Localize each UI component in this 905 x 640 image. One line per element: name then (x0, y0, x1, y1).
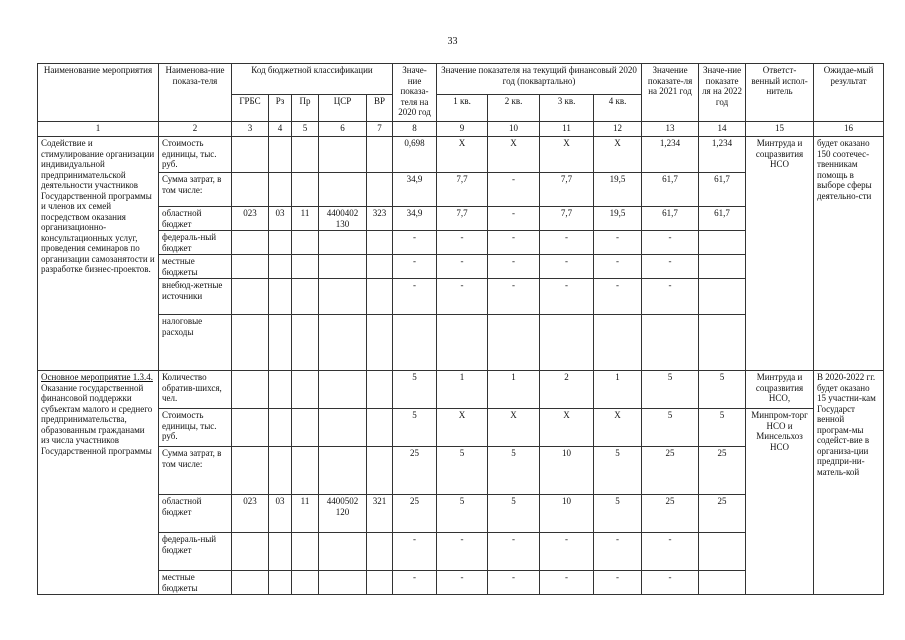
q2-cell: - (488, 173, 540, 207)
value-2021-cell: - (642, 571, 699, 595)
pr-cell (292, 255, 319, 279)
q4-cell: Х (594, 409, 642, 447)
grbs-cell (232, 173, 269, 207)
value-2020-cell: 0,698 (393, 137, 437, 173)
q2-cell: 5 (488, 447, 540, 495)
header-value-2021: Значение показате-ля на 2021 год (642, 64, 699, 122)
pr-cell (292, 409, 319, 447)
rz-cell (269, 571, 292, 595)
csr-cell (319, 371, 367, 409)
header-event-name: Наименование мероприятия (38, 64, 159, 122)
q2-cell: Х (488, 409, 540, 447)
q3-cell: 7,7 (540, 207, 594, 231)
q1-cell: 7,7 (437, 207, 488, 231)
indicator-cell: местные бюджеты (159, 255, 232, 279)
q4-cell: 19,5 (594, 207, 642, 231)
header-q3: 3 кв. (540, 95, 594, 122)
q3-cell: 10 (540, 495, 594, 533)
value-2022-cell: 61,7 (699, 207, 746, 231)
q1-cell: - (437, 279, 488, 315)
value-2022-cell (699, 533, 746, 571)
csr-cell (319, 315, 367, 371)
q2-cell: - (488, 571, 540, 595)
header-indicator: Наименова-ние показа-теля (159, 64, 232, 122)
q3-cell: - (540, 231, 594, 255)
q1-cell: 5 (437, 495, 488, 533)
q1-cell: 7,7 (437, 173, 488, 207)
header-csr: ЦСР (319, 95, 367, 122)
vr-cell (367, 279, 393, 315)
csr-cell (319, 173, 367, 207)
pr-cell: 11 (292, 207, 319, 231)
rz-cell (269, 137, 292, 173)
pr-cell (292, 315, 319, 371)
indicator-cell: областной бюджет (159, 207, 232, 231)
rz-cell (269, 315, 292, 371)
indicator-cell: областной бюджет (159, 495, 232, 533)
csr-cell: 4400502 120 (319, 495, 367, 533)
grbs-cell (232, 447, 269, 495)
q3-cell: - (540, 571, 594, 595)
value-2020-cell: 25 (393, 447, 437, 495)
q1-cell: - (437, 533, 488, 571)
header-q2: 2 кв. (488, 95, 540, 122)
indicator-cell: Стоимость единицы, тыс. руб. (159, 409, 232, 447)
header-value-2020: Значе-ние показа-теля на 2020 год (393, 64, 437, 122)
rz-cell (269, 279, 292, 315)
pr-cell (292, 447, 319, 495)
vr-cell (367, 315, 393, 371)
indicator-cell: федераль-ный бюджет (159, 231, 232, 255)
result-cell: В 2020-2022 гг. будет оказано 15 участни-кам Государст венной програм-мы содейст-вие в организа-ции предпри-ни-матель-кой (814, 371, 884, 595)
rz-cell (269, 255, 292, 279)
header-value-2022: Значе-ние показате ля на 2022 год (699, 64, 746, 122)
indicator-cell: налоговые расходы (159, 315, 232, 371)
indicator-cell: внебюд-жетные источники (159, 279, 232, 315)
program-table (37, 63, 884, 595)
executor-cell: Минтруда и соцразвития НСО, (746, 371, 814, 409)
grbs-cell (232, 279, 269, 315)
column-number: 9 (437, 122, 488, 137)
q2-cell (488, 315, 540, 371)
value-2021-cell (642, 315, 699, 371)
value-2020-cell: - (393, 533, 437, 571)
event-description: Оказание государственной финансовой поддержки субъектам малого и среднего предпринимательства, образованным гражданами из числа участников Государственной программы (41, 382, 153, 456)
value-2022-cell (699, 255, 746, 279)
value-2020-cell: 34,9 (393, 207, 437, 231)
header-q4: 4 кв. (594, 95, 642, 122)
value-2021-cell: - (642, 231, 699, 255)
rz-cell (269, 173, 292, 207)
q4-cell: - (594, 255, 642, 279)
column-number: 14 (699, 122, 746, 137)
vr-cell: 321 (367, 495, 393, 533)
q4-cell: - (594, 571, 642, 595)
column-number: 12 (594, 122, 642, 137)
csr-cell (319, 533, 367, 571)
column-number: 16 (814, 122, 884, 137)
page-number: 33 (447, 36, 458, 47)
vr-cell (367, 409, 393, 447)
csr-cell (319, 255, 367, 279)
value-2020-cell: 34,9 (393, 173, 437, 207)
rz-cell (269, 409, 292, 447)
pr-cell (292, 571, 319, 595)
grbs-cell: 023 (232, 495, 269, 533)
value-2022-cell (699, 231, 746, 255)
value-2020-cell: - (393, 279, 437, 315)
csr-cell (319, 447, 367, 495)
grbs-cell: 023 (232, 207, 269, 231)
value-2022-cell (699, 571, 746, 595)
header-rz: Рз (269, 95, 292, 122)
column-number: 5 (292, 122, 319, 137)
pr-cell (292, 173, 319, 207)
vr-cell (367, 371, 393, 409)
column-number: 8 (393, 122, 437, 137)
column-number: 4 (269, 122, 292, 137)
csr-cell (319, 137, 367, 173)
value-2021-cell: - (642, 255, 699, 279)
q3-cell: 2 (540, 371, 594, 409)
q3-cell: Х (540, 137, 594, 173)
value-2020-cell (393, 315, 437, 371)
q3-cell: - (540, 255, 594, 279)
q1-cell (437, 315, 488, 371)
header-result: Ожидае-мый результат (814, 64, 884, 122)
q4-cell: Х (594, 137, 642, 173)
q1-cell: Х (437, 409, 488, 447)
value-2022-cell (699, 279, 746, 315)
value-2022-cell: 61,7 (699, 173, 746, 207)
header-q1: 1 кв. (437, 95, 488, 122)
q3-cell (540, 315, 594, 371)
grbs-cell (232, 231, 269, 255)
q3-cell: - (540, 533, 594, 571)
q4-cell: - (594, 279, 642, 315)
grbs-cell (232, 571, 269, 595)
vr-cell (367, 533, 393, 571)
q1-cell: - (437, 255, 488, 279)
value-2022-cell: 5 (699, 409, 746, 447)
value-2022-cell: 5 (699, 371, 746, 409)
pr-cell (292, 371, 319, 409)
q4-cell: - (594, 231, 642, 255)
q2-cell: - (488, 255, 540, 279)
q4-cell: 5 (594, 495, 642, 533)
indicator-cell: местные бюджеты (159, 571, 232, 595)
value-2020-cell: - (393, 255, 437, 279)
header-budget-code: Код бюджетной классификации (232, 64, 393, 95)
value-2021-cell: 61,7 (642, 207, 699, 231)
q1-cell: 1 (437, 371, 488, 409)
column-number: 6 (319, 122, 367, 137)
q2-cell: - (488, 533, 540, 571)
event-title: Основное мероприятие 1.3.4. (41, 372, 153, 382)
grbs-cell (232, 409, 269, 447)
rz-cell: 03 (269, 495, 292, 533)
q3-cell: - (540, 279, 594, 315)
pr-cell (292, 137, 319, 173)
q2-cell: - (488, 207, 540, 231)
vr-cell: 323 (367, 207, 393, 231)
table-row (38, 371, 884, 409)
q2-cell: 1 (488, 371, 540, 409)
q4-cell: 19,5 (594, 173, 642, 207)
value-2022-cell (699, 315, 746, 371)
q2-cell: 5 (488, 495, 540, 533)
value-2021-cell: - (642, 533, 699, 571)
value-2021-cell: 1,234 (642, 137, 699, 173)
rz-cell (269, 533, 292, 571)
column-number: 13 (642, 122, 699, 137)
header-executor: Ответст-венный испол-нитель (746, 64, 814, 122)
column-numbers-row (38, 122, 884, 137)
vr-cell (367, 255, 393, 279)
value-2021-cell: 61,7 (642, 173, 699, 207)
event-name-cell: Содействие и стимулирование организации индивидуальной предпринимательской деятельности участников Государственной программы и членов их семей посредством оказания организационно-консультационных услуг, проведения семинаров по организации самозанятости и разработке бизнес-проектов. (38, 137, 159, 371)
rz-cell (269, 371, 292, 409)
value-2022-cell: 25 (699, 495, 746, 533)
header-vr: ВР (367, 95, 393, 122)
table-row (38, 409, 884, 447)
value-2021-cell: 25 (642, 495, 699, 533)
q3-cell: 10 (540, 447, 594, 495)
header-grbs: ГРБС (232, 95, 269, 122)
executor-cell: Минтруда и соцразвития НСО (746, 137, 814, 371)
column-number: 7 (367, 122, 393, 137)
csr-cell (319, 231, 367, 255)
vr-cell (367, 447, 393, 495)
executor-cell: Минпром-торг НСО и Минсельхоз НСО (746, 409, 814, 595)
csr-cell (319, 571, 367, 595)
grbs-cell (232, 371, 269, 409)
header-pr: Пр (292, 95, 319, 122)
column-number: 10 (488, 122, 540, 137)
indicator-cell: Сумма затрат, в том числе: (159, 173, 232, 207)
grbs-cell (232, 533, 269, 571)
indicator-cell: Количество обратив-шихся, чел. (159, 371, 232, 409)
indicator-cell: Стоимость единицы, тыс. руб. (159, 137, 232, 173)
value-2020-cell: - (393, 571, 437, 595)
value-2022-cell: 1,234 (699, 137, 746, 173)
q4-cell (594, 315, 642, 371)
rz-cell (269, 447, 292, 495)
value-2021-cell: 25 (642, 447, 699, 495)
value-2020-cell: 5 (393, 409, 437, 447)
column-number: 15 (746, 122, 814, 137)
q3-cell: Х (540, 409, 594, 447)
q1-cell: - (437, 571, 488, 595)
rz-cell (269, 231, 292, 255)
column-number: 1 (38, 122, 159, 137)
value-2021-cell: - (642, 279, 699, 315)
column-number: 3 (232, 122, 269, 137)
indicator-cell: федераль-ный бюджет (159, 533, 232, 571)
value-2020-cell: 5 (393, 371, 437, 409)
event-name-cell (38, 371, 159, 595)
rz-cell: 03 (269, 207, 292, 231)
q4-cell: 5 (594, 447, 642, 495)
vr-cell (367, 231, 393, 255)
grbs-cell (232, 315, 269, 371)
q4-cell: - (594, 533, 642, 571)
q2-cell: - (488, 231, 540, 255)
q2-cell: - (488, 279, 540, 315)
pr-cell: 11 (292, 495, 319, 533)
q3-cell: 7,7 (540, 173, 594, 207)
csr-cell (319, 279, 367, 315)
grbs-cell (232, 137, 269, 173)
value-2021-cell: 5 (642, 409, 699, 447)
result-cell: будет оказано 150 соотечес-твенникам помощь в выборе сферы деятельно-сти (814, 137, 884, 371)
q1-cell: 5 (437, 447, 488, 495)
csr-cell: 4400402 130 (319, 207, 367, 231)
table-row (38, 137, 884, 173)
value-2022-cell: 25 (699, 447, 746, 495)
q1-cell: Х (437, 137, 488, 173)
value-2021-cell: 5 (642, 371, 699, 409)
column-number: 2 (159, 122, 232, 137)
vr-cell (367, 571, 393, 595)
indicator-cell: Сумма затрат, в том числе: (159, 447, 232, 495)
pr-cell (292, 279, 319, 315)
vr-cell (367, 173, 393, 207)
pr-cell (292, 533, 319, 571)
q2-cell: Х (488, 137, 540, 173)
header-current-year: Значение показателя на текущий финансовый 2020 год (поквартально) (437, 64, 642, 95)
q4-cell: 1 (594, 371, 642, 409)
csr-cell (319, 409, 367, 447)
column-number: 11 (540, 122, 594, 137)
q1-cell: - (437, 231, 488, 255)
grbs-cell (232, 255, 269, 279)
value-2020-cell: - (393, 231, 437, 255)
pr-cell (292, 231, 319, 255)
value-2020-cell: 25 (393, 495, 437, 533)
vr-cell (367, 137, 393, 173)
